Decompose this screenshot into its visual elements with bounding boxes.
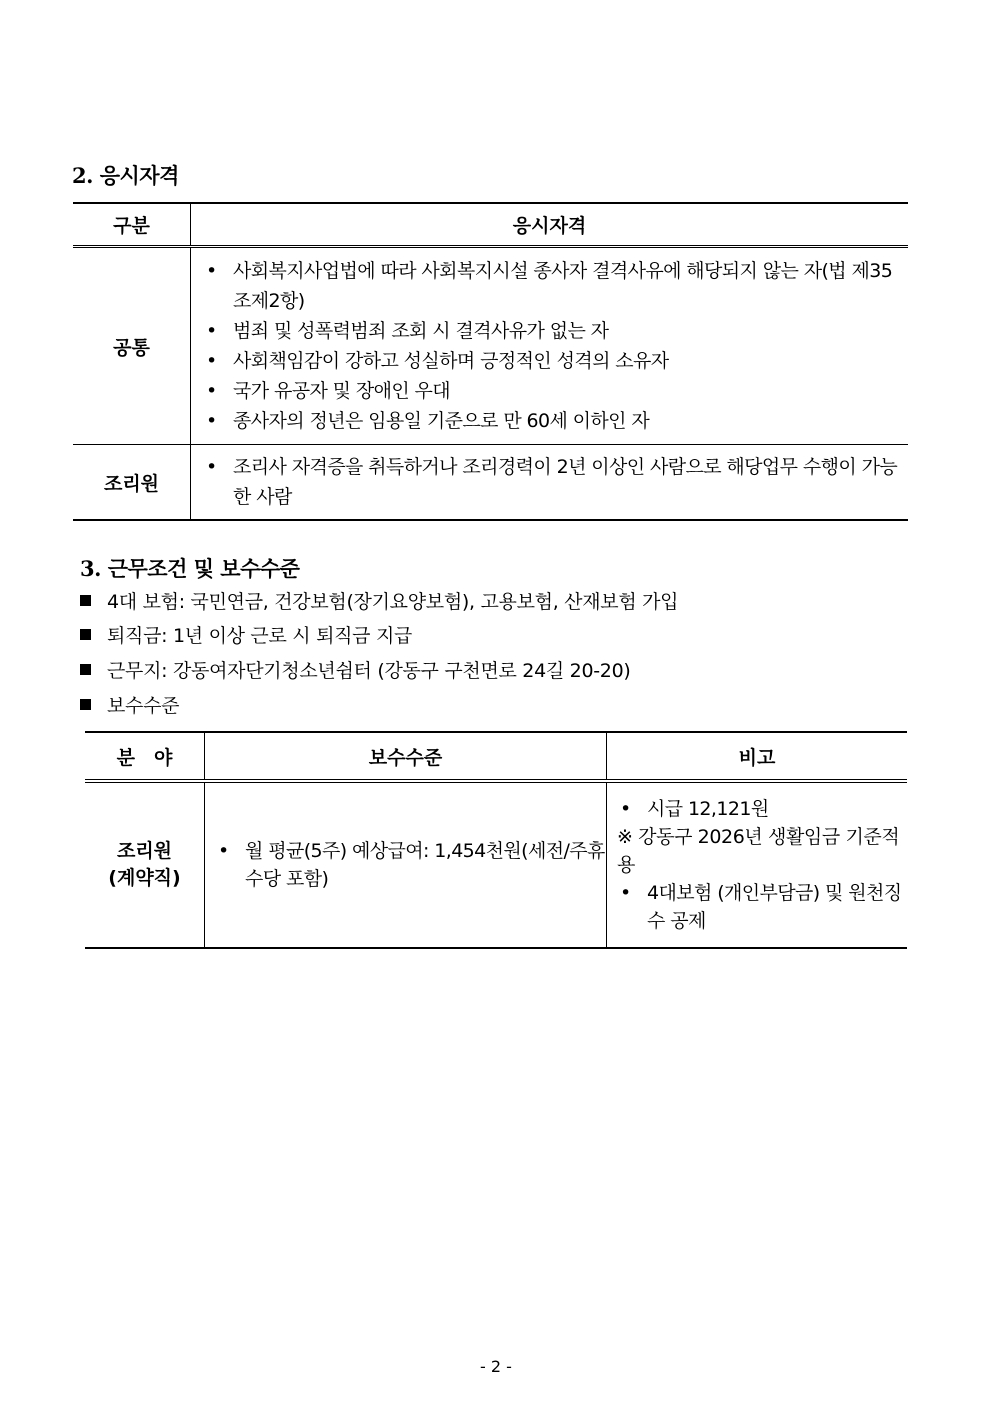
section-3-title: 3. 근무조건 및 보수수준 [80,556,300,581]
category-type: (계약직) [108,867,181,889]
condition-line-insurance [80,589,678,615]
list-item: • 조리사 자격증을 취득하거나 조리경력이 2년 이상인 사람으로 해당업무 수행이 가능한 사람 [203,452,908,512]
row-items-common [191,247,909,445]
note-reference: ※ 강동구 2026년 생활임금 기준적용 [617,826,900,876]
list-item: • 범죄 및 성폭력범죄 조회 시 결격사유가 없는 자 [203,316,908,346]
header-qualification: 응시자격 [191,203,909,247]
list-item: • 사회복지사업법에 따라 사회복지시설 종사자 결격사유에 해당되지 않는 자(법 제35조제2항) [203,256,908,316]
square-bullet-icon [80,664,91,675]
list-item: • 4대보험 (개인부담금) 및 원천징수 공제 [617,879,907,935]
row-category-cook: 조리원 [73,445,191,521]
table-header-row [85,732,907,781]
list-item: • 사회책임감이 강하고 성실하며 긍정적인 성격의 소유자 [203,346,908,376]
list-item: • 국가 유공자 및 장애인 우대 [203,376,908,406]
condition-line-salary [80,693,179,719]
header-salary: 보수수준 [205,732,607,781]
condition-text: 퇴직금: 1년 이상 근로 시 퇴직금 지급 [107,625,413,647]
condition-line-severance [80,623,412,649]
table-row [73,445,908,521]
row-category [85,781,205,948]
row-category-common: 공통 [73,247,191,445]
row-note [607,781,908,948]
header-note: 비고 [607,732,908,781]
category-name: 조리원 [116,840,173,862]
row-items-cook [191,445,909,521]
page-number: - 2 - [480,1357,512,1376]
condition-text: 근무지: 강동여자단기청소년쉼터 (강동구 구천면로 24길 20-20) [107,660,631,682]
header-category: 구분 [73,203,191,247]
condition-text: 4대 보험: 국민연금, 건강보험(장기요양보험), 고용보험, 산재보험 가입 [107,591,679,613]
list-item: • 월 평균(5주) 예상급여: 1,454천원(세전/주휴수당 포함) [215,837,606,893]
table-header-row [73,203,908,247]
list-item: • 종사자의 정년은 임용일 기준으로 만 60세 이하인 자 [203,406,908,436]
square-bullet-icon [80,595,91,606]
square-bullet-icon [80,699,91,710]
row-salary [205,781,607,948]
table-row [85,781,907,948]
square-bullet-icon [80,629,91,640]
qualification-table [73,202,908,521]
section-2-title: 2. 응시자격 [72,163,179,188]
salary-table [85,731,907,949]
header-field: 분 야 [85,732,205,781]
condition-line-workplace [80,658,631,684]
list-item: • 시급 12,121원 [617,795,907,823]
condition-text: 보수수준 [107,695,180,717]
table-row [73,247,908,445]
